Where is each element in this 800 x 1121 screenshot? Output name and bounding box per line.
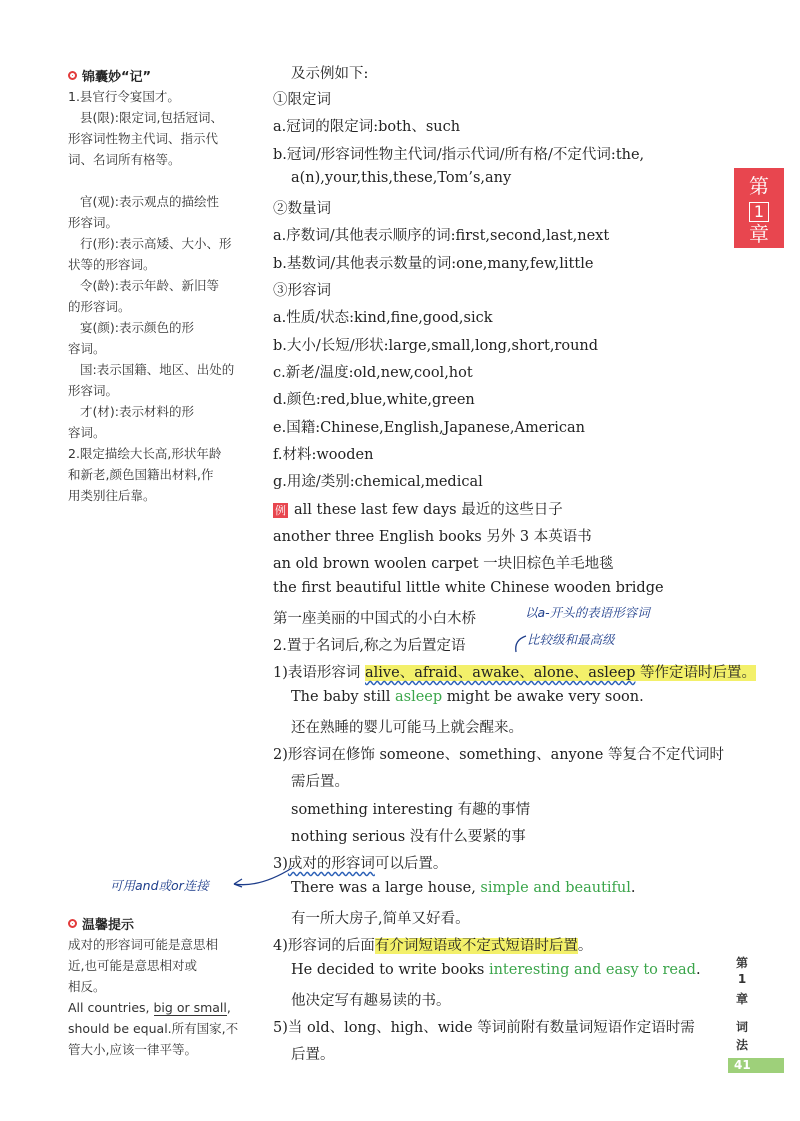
sidebar-line: 行(形):表示高矮、大小、形 [80,236,232,251]
rule-5-cont: 后置。 [291,1047,335,1063]
sidebar-line: 宴(颜):表示颜色的形 [80,320,194,335]
sidebar-line: 才(材):表示材料的形 [80,404,194,419]
side-label-fa: 法 [736,1038,749,1052]
tip-example-comma: , [226,1000,231,1015]
tip-example-line2: should be equal.所有国家,不 [68,1021,239,1036]
text-line: a.性质/状态:kind,fine,good,sick [273,310,493,326]
handwritten-note-connector: 可用and或or连接 [110,878,209,893]
example-sentence [291,880,635,896]
arrow-icon [508,632,532,656]
text-line: b.基数词/其他表示数量的词:one,many,few,little [273,256,594,272]
bullet-icon [68,71,77,80]
bullet-icon [68,919,77,928]
example-sentence [291,689,644,705]
example-line: another three English books 另外 3 本英语书 [273,529,592,545]
rule-1 [273,661,756,682]
example-line: an old brown woolen carpet 一块旧棕色羊毛地毯 [273,556,614,572]
rule-text: 1)表语形容词 [273,665,365,681]
rule-text: 可以后置。 [374,856,448,872]
sidebar-line: 形容词性物主代词、指示代 [68,131,219,146]
mnemonic-title: 锦囊妙“记” [82,70,152,85]
sidebar-line: 1.县官行令宴国才。 [68,89,180,104]
heading-adjectives: ③形容词 [273,283,331,299]
tip-title: 温馨提示 [82,918,135,933]
page-number: 41 [728,1058,784,1073]
rule-2: 2)形容词在修饰 someone、something、anyone 等复合不定代词时 [273,747,724,763]
heading-determiners: ①限定词 [273,92,331,108]
side-label-num: 1 [737,972,747,986]
handwritten-note-comparatives: 比较级和最高级 [527,632,615,647]
text-line: d.颜色:red,blue,white,green [273,392,475,408]
rule-3 [273,852,447,873]
example-line: 第一座美丽的中国式的小白木桥 [273,611,476,627]
sidebar-line [68,170,244,191]
translation: 有一所大房子,简单又好看。 [291,911,470,927]
example-badge: 例 [275,504,286,517]
chapter-tab[interactable] [734,168,784,248]
tip-body [68,934,244,997]
text-line: a.序数词/其他表示顺序的词:first,second,last,next [273,228,610,244]
example-line [273,498,563,519]
green-word: asleep [395,689,443,705]
rule-2-cont: 需后置。 [291,774,349,790]
text-line: f.材料:wooden [273,447,374,463]
highlighted-words: alive、afraid、awake、alone、asleep [365,665,636,681]
highlighted-text: 等作定语时后置。 [635,665,756,681]
sidebar-line: 官(观):表示观点的描绘性 [80,194,219,209]
tip-example-text: All countries, [68,1000,154,1015]
rule-text: 3) [273,856,288,872]
text-line: a(n),your,this,these,Tom’s,any [291,170,512,186]
chapter-tab-bottom: 章 [749,222,769,246]
text-line: b.冠词/形容词性物主代词/指示代词/所有格/不定代词:the, [273,147,645,163]
sentence-part: He decided to write books [291,962,489,978]
mnemonic-body [68,86,244,506]
text-line: g.用途/类别:chemical,medical [273,474,483,490]
wavy-underlined-text: 成对的形容词 [287,856,375,872]
side-label-zhang: 章 [736,992,749,1006]
sentence-part: . [630,880,636,896]
text-line: c.新老/温度:old,new,cool,hot [273,365,473,381]
green-words: interesting and easy to read [488,962,696,978]
sentence-part: There was a large house, [291,880,481,896]
sidebar-line: 国:表示国籍、地区、出处的 [80,362,235,377]
highlighted-text: 有介词短语或不定式短语时后置 [374,938,578,954]
sidebar-line: 近,也可能是意思相对或 [68,958,197,973]
text-line: b.大小/长短/形状:large,small,long,short,round [273,338,599,354]
sidebar-line: 令(龄):表示年龄、新旧等 [80,278,219,293]
side-label-di: 第 [736,956,749,970]
sidebar-line: 词、名词所有格等。 [68,152,181,167]
mnemonic-heading [68,66,151,85]
sidebar-line: 形容词。 [68,383,119,398]
rule-text: 。 [577,938,593,954]
chapter-tab-number: 1 [749,202,769,222]
green-words: simple and beautiful [480,880,631,896]
sidebar-line: 的形容词。 [68,299,131,314]
translation: 他决定写有趣易读的书。 [291,993,451,1009]
example-text: all these last few days 最近的这些日子 [294,502,563,518]
text-line: a.冠词的限定词:both、such [273,119,461,135]
sentence-part: might be awake very soon. [442,689,644,705]
intro-line: 及示例如下: [291,66,369,82]
sidebar-line: 县(限):限定词,包括冠词、 [80,110,223,125]
side-label-ci: 词 [736,1020,749,1034]
rule-text: 4)形容词的后面 [273,938,375,954]
rule-4 [273,934,592,955]
sidebar-line: 容词。 [68,425,106,440]
handwritten-note-a-adjectives: 以a-开头的表语形容词 [525,605,650,620]
example-line: the first beautiful little white Chinese wooden bridge [273,580,664,596]
example-line: something interesting 有趣的事情 [291,802,531,818]
heading-quantifiers: ②数量词 [273,201,331,217]
sidebar-line: 状等的形容词。 [68,257,156,272]
example-sentence [291,962,701,978]
chapter-tab-top: 第 [749,174,769,198]
sidebar-line: 和新老,颜色国籍出材料,作 [68,467,214,482]
tip-heading [68,914,134,933]
sentence-part: The baby still [291,689,395,705]
sidebar-line: 容词。 [68,341,106,356]
sidebar-line: 用类别往后靠。 [68,488,156,503]
rule-5: 5)当 old、long、high、wide 等词前附有数量词短语作定语时需 [273,1020,695,1036]
tip-example-underlined: big or small [153,1000,227,1015]
sentence-part: . [695,962,701,978]
heading-postpositive: 2.置于名词后,称之为后置定语 [273,638,466,654]
tip-example [68,997,244,1060]
translation: 还在熟睡的婴儿可能马上就会醒来。 [291,720,523,736]
sidebar-line: 2.限定描绘大长高,形状年龄 [68,446,222,461]
sidebar-line: 相反。 [68,979,106,994]
sidebar-line: 成对的形容词可能是意思相 [68,937,219,952]
sidebar-line: 形容词。 [68,215,119,230]
example-line: nothing serious 没有什么要紧的事 [291,829,526,845]
text-line: e.国籍:Chinese,English,Japanese,American [273,420,585,436]
tip-example-line3: 管大小,应该一律平等。 [68,1042,197,1057]
